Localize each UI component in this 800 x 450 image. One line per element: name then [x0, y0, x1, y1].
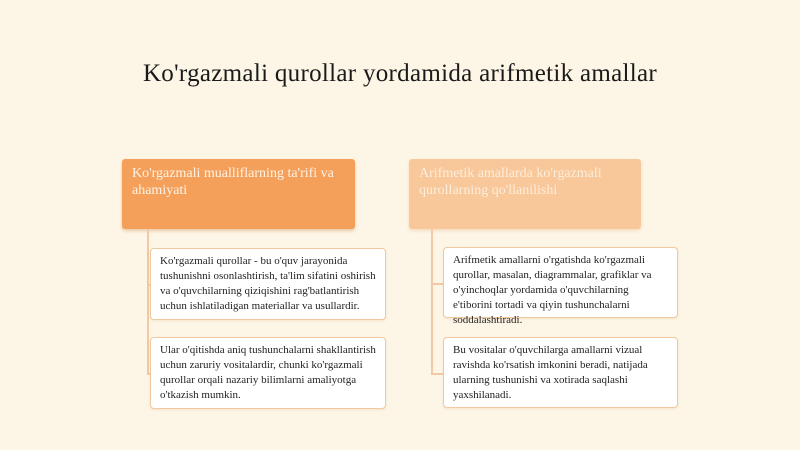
connector-right-vertical: [431, 229, 433, 374]
slide-title: Ko'rgazmali qurollar yordamida arifmetik amallar: [142, 60, 658, 87]
column-header-right: Arifmetik amallarda ko'rgazmali qurollarning qo'llanilishi: [409, 159, 641, 229]
card-right-2: Bu vositalar o'quvchilarga amallarni vizual ravishda ko'rsatish imkonini beradi, natijada ularning tushunishi va xotirada saqlashi yaxshilanadi.: [443, 337, 678, 408]
connector-left-vertical: [147, 229, 149, 374]
column-header-left: Ko'rgazmali mualliflarning ta'rifi va ahamiyati: [122, 159, 355, 229]
card-left-2: Ular o'qitishda aniq tushunchalarni shakllantirish uchun zaruriy vositalardir, chunki ko'rgazmali qurollar orqali nazariy bilimlarni amaliyotga o'tkazish mumkin.: [150, 337, 386, 409]
connector-right-branch-1: [431, 283, 443, 285]
card-right-1: Arifmetik amallarni o'rgatishda ko'rgazmali qurollar, masalan, diagrammalar, grafiklar va o'yinchoqlar yordamida o'quvchilarning e'tiborini tortadi va qiyin tushunchalarni soddalashtiradi.: [443, 247, 678, 318]
card-left-1: Ko'rgazmali qurollar - bu o'quv jarayonida tushunishni osonlashtirish, ta'lim sifatini oshirish va o'quvchilarning qiziqishini rag'batlantirish uchun ishlatiladigan materiallar va usullardir.: [150, 248, 386, 320]
connector-right-branch-2: [431, 373, 443, 375]
